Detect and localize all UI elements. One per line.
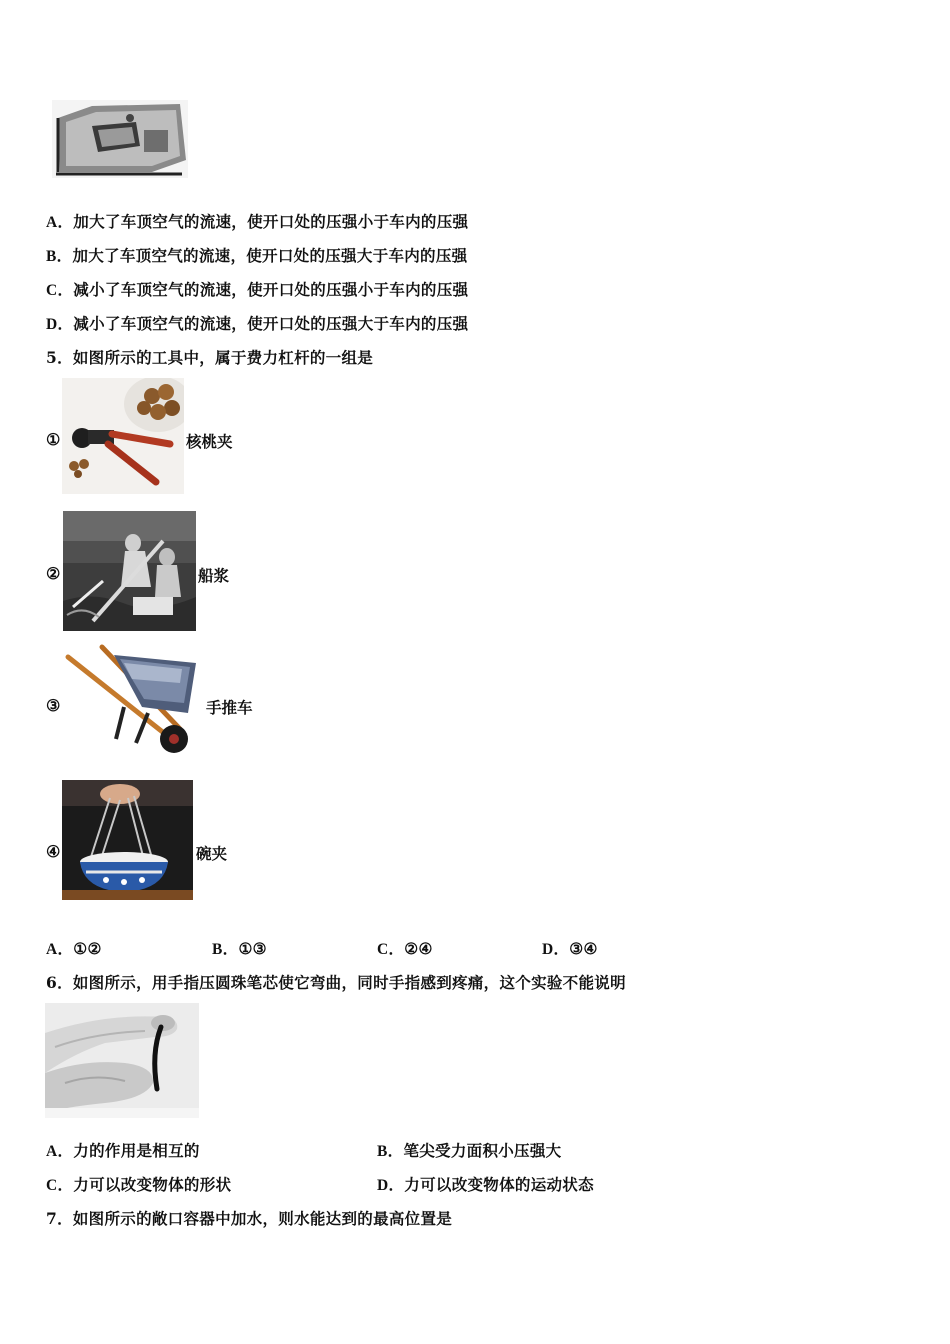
q6-option-c[interactable] (46, 1173, 231, 1195)
option-text: 加大了车顶空气的流速，使开口处的压强大于车内的压强 (72, 246, 468, 265)
q6-option-a[interactable] (46, 1139, 200, 1161)
option-letter: A． (46, 1143, 74, 1160)
option-text: ③④ (569, 939, 598, 958)
option-letter: A． (46, 941, 74, 958)
item-caption-3: 手推车 (206, 698, 253, 717)
option-text: 加大了车顶空气的流速，使开口处的压强小于车内的压强 (73, 212, 469, 231)
option-text: 减小了车顶空气的流速，使开口处的压强大于车内的压强 (73, 314, 469, 333)
option-letter: D． (542, 941, 570, 958)
option-text: 力的作用是相互的 (73, 1141, 200, 1160)
q5-option-d[interactable] (542, 937, 598, 959)
option-letter: D． (377, 1177, 405, 1194)
wheelbarrow-image (64, 643, 200, 758)
q4-option-b[interactable] (46, 244, 467, 266)
option-text: 力可以改变物体的运动状态 (404, 1175, 594, 1194)
q5-option-a[interactable] (46, 937, 102, 959)
q6-stem: 6．如图所示，用手指压圆珠笔芯使它弯曲，同时手指感到疼痛，这个实验不能说明 (46, 973, 626, 992)
q7-stem: 7．如图所示的敞口容器中加水，则水能达到的最高位置是 (46, 1209, 453, 1228)
option-letter: B． (377, 1143, 404, 1160)
car-roof-figure (52, 100, 188, 178)
option-text: 笔尖受力面积小压强大 (403, 1141, 562, 1160)
option-text: 力可以改变物体的形状 (73, 1175, 232, 1194)
q5-option-b[interactable] (212, 937, 267, 959)
q4-option-c[interactable] (46, 278, 468, 300)
item-marker-4: ④ (46, 842, 61, 861)
q6-option-b[interactable] (377, 1139, 561, 1161)
bowl-clamp-image (62, 780, 193, 900)
q5-stem: 5．如图所示的工具中，属于费力杠杆的一组是 (46, 348, 374, 367)
option-letter: B． (46, 248, 73, 265)
item-caption-4: 碗夹 (196, 844, 228, 863)
option-letter: B． (212, 941, 239, 958)
option-text: ②④ (404, 939, 433, 958)
option-letter: C． (46, 1177, 74, 1194)
finger-pen-refill-image (45, 1003, 199, 1118)
option-letter: C． (46, 282, 74, 299)
q6-option-d[interactable] (377, 1173, 594, 1195)
item-marker-2: ② (46, 564, 61, 583)
option-letter: A． (46, 214, 74, 231)
item-marker-3: ③ (46, 696, 61, 715)
option-letter: C． (377, 941, 405, 958)
item-caption-2: 船浆 (198, 566, 230, 585)
walnut-cracker-image (62, 378, 184, 494)
q4-option-a[interactable] (46, 210, 468, 232)
rowing-image (63, 511, 196, 631)
option-text: ①③ (238, 939, 267, 958)
q5-option-c[interactable] (377, 937, 433, 959)
item-caption-1: 核桃夹 (186, 432, 233, 451)
item-marker-1: ① (46, 430, 61, 449)
q4-option-d[interactable] (46, 312, 468, 334)
option-text: 减小了车顶空气的流速，使开口处的压强小于车内的压强 (73, 280, 469, 299)
option-letter: D． (46, 316, 74, 333)
option-text: ①② (73, 939, 102, 958)
